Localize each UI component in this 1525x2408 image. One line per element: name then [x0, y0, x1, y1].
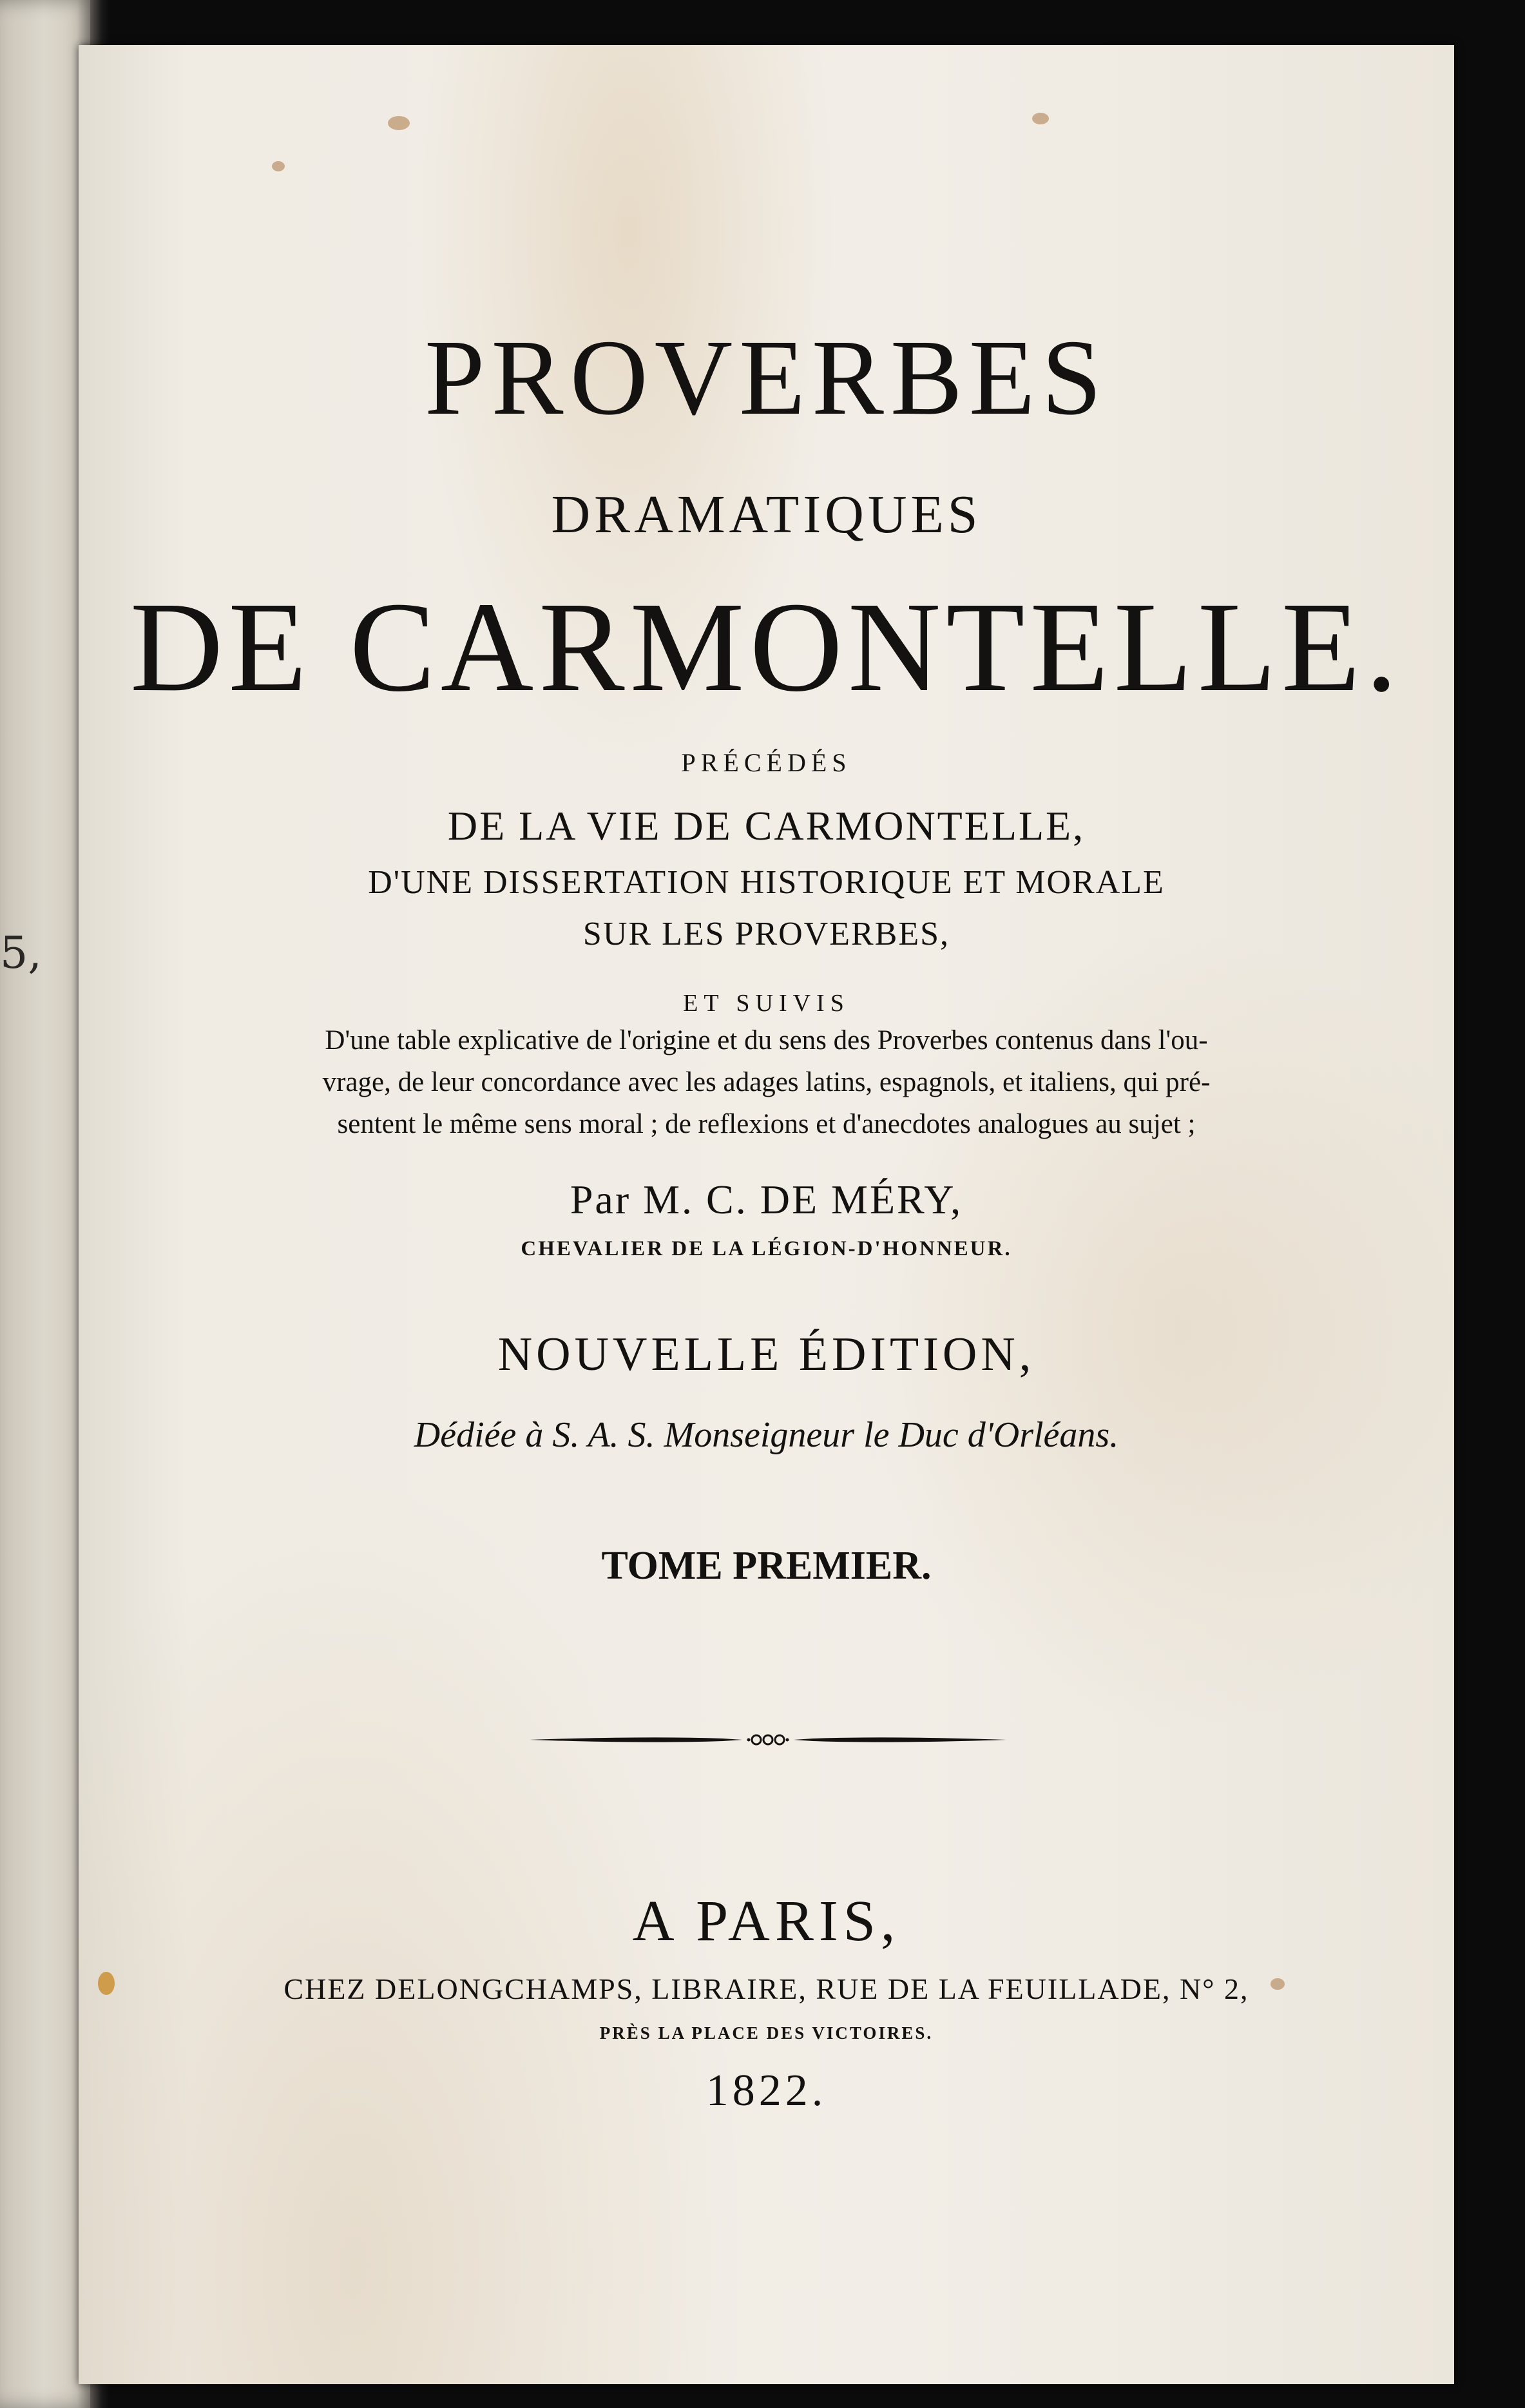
description-line: sentent le même sens moral ; de reflexions et d'anecdotes analogues au sujet ; — [337, 1109, 1196, 1139]
title-page — [79, 45, 1454, 2384]
title-line-author: DE CARMONTELLE. — [129, 576, 1403, 718]
edition-statement: NOUVELLE ÉDITION, — [497, 1328, 1035, 1381]
foxing-spot — [272, 161, 285, 171]
foxing-spot — [388, 116, 410, 130]
followed-by-label: ET SUIVIS — [683, 990, 850, 1017]
title-line-dramatiques: DRAMATIQUES — [551, 485, 982, 544]
preceded-item-dissertation: D'UNE DISSERTATION HISTORIQUE ET MORALE — [368, 864, 1165, 901]
imprint-location: PRÈS LA PLACE DES VICTOIRES. — [599, 2023, 934, 2043]
description-line: vrage, de leur concordance avec les adages latins, espagnols, et italiens, qui pré- — [322, 1067, 1211, 1097]
description-line: D'une table explicative de l'origine et du sens des Proverbes contenus dans l'ou- — [325, 1025, 1208, 1055]
author-distinction: CHEVALIER DE LA LÉGION-D'HONNEUR. — [521, 1237, 1012, 1260]
imprint-publisher: CHEZ DELONGCHAMPS, LIBRAIRE, RUE DE LA FEUILLADE, N° 2, — [283, 1972, 1249, 2005]
preceded-by-label: PRÉCÉDÉS — [681, 748, 852, 777]
fleuron-rule-icon — [530, 1727, 1006, 1753]
dedication: Dédiée à S. A. S. Monseigneur le Duc d'Orléans. — [414, 1415, 1119, 1455]
title-line-proverbes: PROVERBES — [425, 318, 1108, 438]
preceded-item-life: DE LA VIE DE CARMONTELLE, — [447, 803, 1086, 849]
volume-label: TOME PREMIER. — [601, 1544, 932, 1588]
imprint-place: A PARIS, — [632, 1889, 901, 1953]
facing-page-text-fragment: 5, — [0, 928, 42, 979]
imprint-year: 1822. — [705, 2066, 827, 2115]
author-byline: Par M. C. DE MÉRY, — [570, 1177, 963, 1222]
preceded-item-proverbs: SUR LES PROVERBES, — [582, 916, 950, 952]
foxing-spot — [1032, 113, 1049, 124]
